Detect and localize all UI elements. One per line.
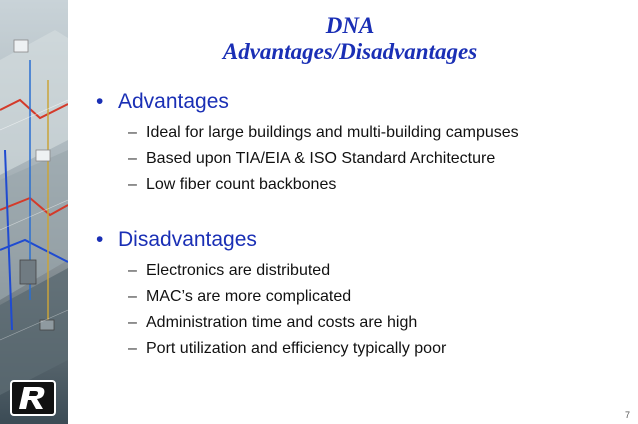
bullet-glyph: • [96, 228, 104, 251]
list-item-text: MAC’s are more complicated [146, 288, 352, 305]
list-item-text: Electronics are distributed [146, 262, 331, 279]
sidebar-decorative-image [0, 0, 68, 424]
company-logo-icon [10, 380, 56, 416]
dash-glyph: – [128, 340, 137, 357]
section-heading-text: Advantages [118, 90, 229, 113]
list-item [128, 124, 519, 142]
slide-title-line2: Advantages/Disadvantages [222, 39, 478, 64]
list-item-text: Port utilization and efficiency typically poor [146, 340, 447, 357]
list-item-text: Based upon TIA/EIA & ISO Standard Architecture [146, 150, 496, 167]
dash-glyph: – [128, 288, 137, 305]
list-item-text: Ideal for large buildings and multi-building campuses [146, 124, 519, 141]
list-item-text: Low fiber count backbones [146, 176, 337, 193]
list-item [128, 340, 446, 358]
list-item [128, 288, 351, 306]
dash-glyph: – [128, 314, 137, 331]
dash-glyph: – [128, 150, 137, 167]
list-item [128, 176, 336, 194]
list-item-text: Administration time and costs are high [146, 314, 418, 331]
page-number: 7 [624, 410, 630, 420]
list-item [128, 262, 330, 280]
dash-glyph: – [128, 262, 137, 279]
dash-glyph: – [128, 176, 137, 193]
list-item [128, 314, 417, 332]
section-heading-disadvantages [96, 228, 257, 252]
network-illustration-icon [0, 0, 68, 424]
section-heading-advantages [96, 90, 229, 114]
dash-glyph: – [128, 124, 137, 141]
bullet-glyph: • [96, 90, 104, 113]
list-item [128, 150, 495, 168]
section-heading-text: Disadvantages [118, 228, 257, 251]
slide-title-line1: DNA [325, 13, 375, 38]
